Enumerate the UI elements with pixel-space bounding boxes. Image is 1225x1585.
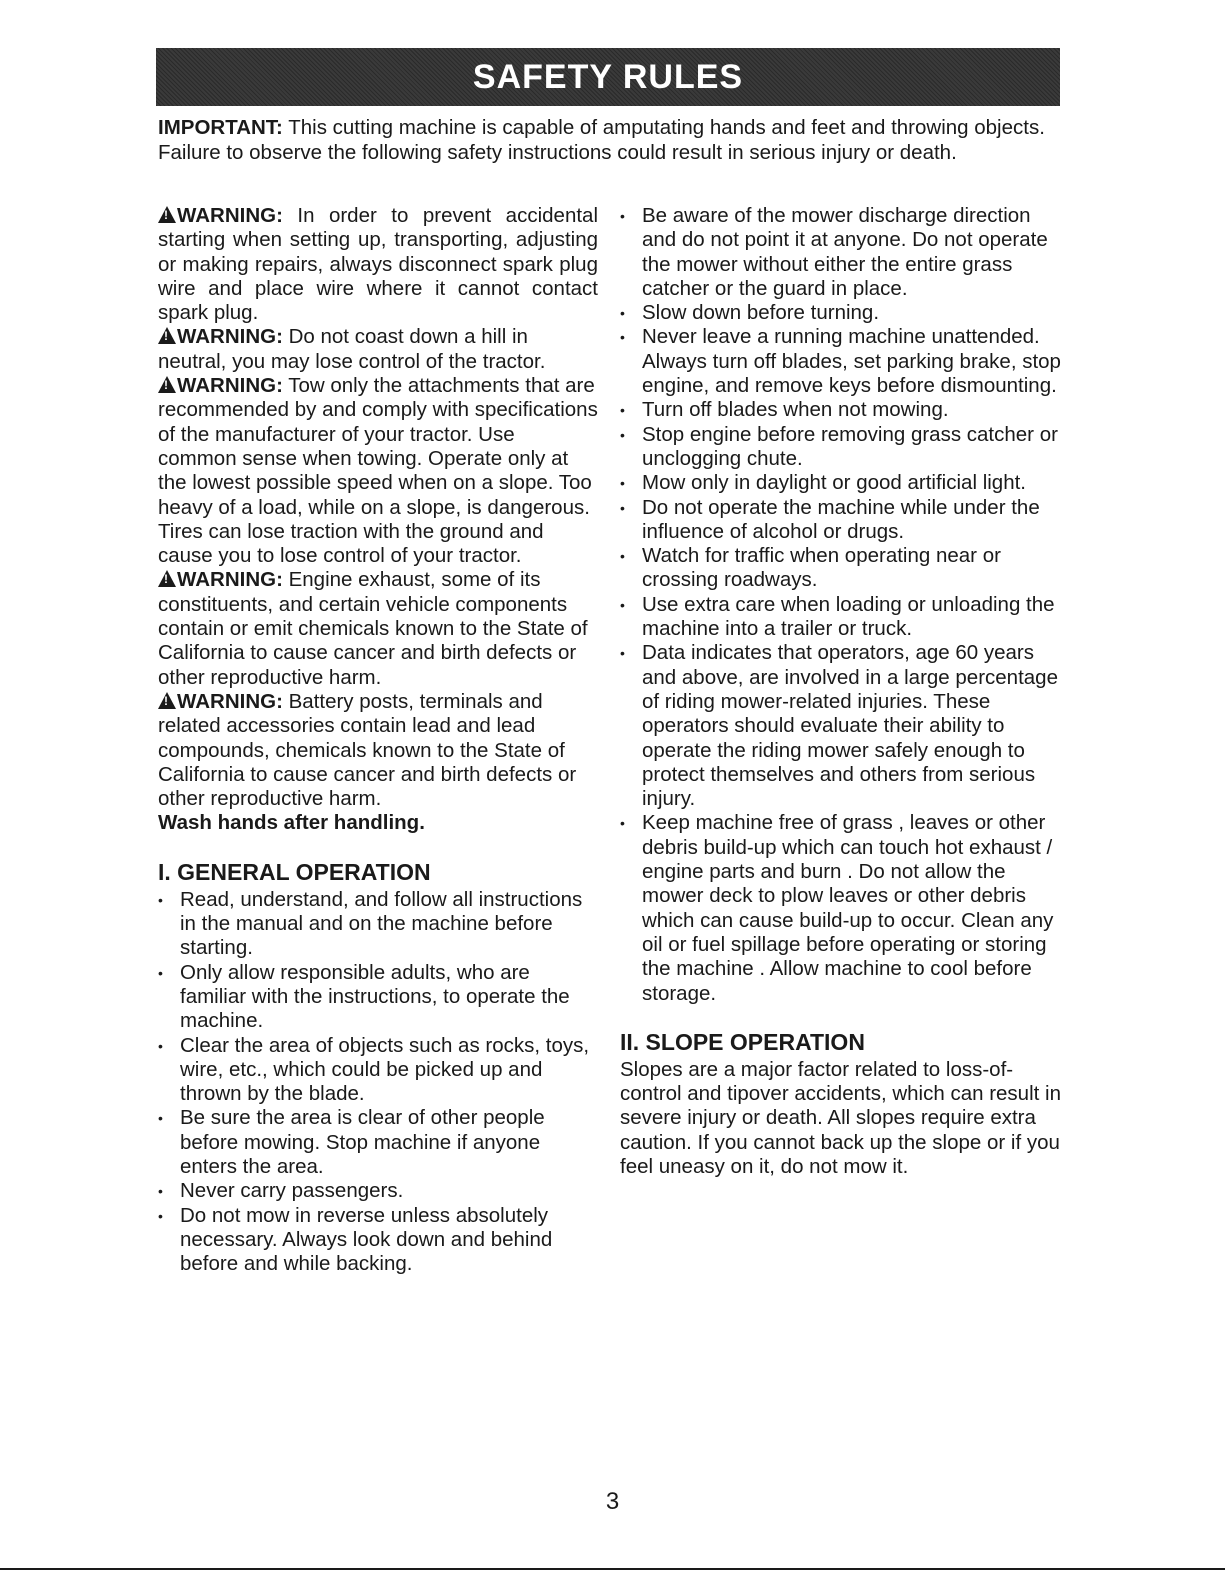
warning-triangle-icon (158, 327, 176, 344)
list-item: • Use extra care when loading or unloading the machine into a trailer or truck. (620, 593, 1065, 642)
general-operation-list (158, 888, 598, 1277)
warning-triangle-icon (158, 692, 176, 709)
slope-operation-heading: II. SLOPE OPERATION (620, 1028, 865, 1055)
warning-label: WARNING: (177, 374, 283, 398)
list-item: • Mow only in daylight or good artificial light. (620, 471, 1065, 495)
important-label: IMPORTANT: (158, 116, 283, 139)
wash-hands-note: Wash hands after handling. (158, 811, 425, 835)
warning-triangle-icon (158, 570, 176, 587)
list-item: • Clear the area of objects such as rocks, toys, wire, etc., which could be picked up and thrown by the blade. (158, 1034, 598, 1107)
warning-paragraph (158, 325, 598, 374)
page-title: SAFETY RULES (472, 57, 744, 96)
slope-operation-text: Slopes are a major factor related to loss-of-control and tipover accidents, which can result in severe injury or death. All slopes require extra caution. If you cannot back up the slope or if you feel uneasy on it, do not mow it. (620, 1057, 1061, 1178)
list-item: • Keep machine free of grass , leaves or other debris build-up which can touch hot exhaust / engine parts and burn . Do not allow the mower deck to plow leaves or other debris which can cause build-up to occur. Clean any oil or fuel spillage before operating or storing the machine . Allow machine to cool before storage. (620, 811, 1065, 1005)
list-item: • Slow down before turning. (620, 301, 1065, 325)
warning-label: WARNING: (177, 568, 283, 592)
list-item: • Never carry passengers. (158, 1179, 598, 1203)
warning-triangle-icon (158, 376, 176, 393)
title-banner (156, 48, 1060, 106)
list-item: • Turn off blades when not mowing. (620, 398, 1065, 422)
left-column (158, 204, 598, 1276)
list-item: • Do not operate the machine while under the influence of alcohol or drugs. (620, 496, 1065, 545)
warning-paragraph (158, 374, 598, 568)
warning-label: WARNING: (177, 325, 283, 349)
operation-rules-list (620, 204, 1065, 1006)
warning-text: Engine exhaust, some of its constituents, and certain vehicle components contain or emit chemicals known to the State of California to cause cancer and birth defects or other reproductive harm. (158, 568, 588, 689)
page-number: 3 (605, 1488, 620, 1515)
list-item: • Only allow responsible adults, who are familiar with the instructions, to operate the machine. (158, 961, 598, 1034)
warning-paragraph (158, 690, 598, 811)
list-item: • Read, understand, and follow all instructions in the manual and on the machine before starting. (158, 888, 598, 961)
bottom-rule (0, 1568, 1225, 1570)
warning-triangle-icon (158, 206, 176, 223)
warning-paragraph (158, 568, 598, 689)
list-item: • Data indicates that operators, age 60 years and above, are involved in a large percentage of riding mower-related injuries. These operators should evaluate their ability to operate the riding mower safely enough to protect themselves and others from serious injury. (620, 641, 1065, 811)
list-item: • Stop engine before removing grass catcher or unclogging chute. (620, 423, 1065, 472)
warning-label: WARNING: (177, 204, 283, 227)
warning-paragraph (158, 204, 598, 325)
important-text: This cutting machine is capable of amputating hands and feet and throwing objects. Failure to observe the following safety instructions could result in serious injury or death. (158, 116, 1045, 164)
warning-text: Do not coast down a hill in neutral, you may lose control of the tractor. (158, 325, 546, 373)
list-item: • Be sure the area is clear of other people before mowing. Stop machine if anyone enters the area. (158, 1106, 598, 1179)
important-notice (158, 116, 1058, 165)
warning-text: In order to prevent accidental starting when setting up, transporting, adjusting or making repairs, always disconnect spark plug wire and place wire where it cannot contact spark plug. (158, 204, 598, 325)
list-item: • Be aware of the mower discharge direction and do not point it at anyone. Do not operate the mower without either the entire grass catcher or the guard in place. (620, 204, 1065, 301)
right-column (620, 204, 1065, 1179)
list-item: • Never leave a running machine unattended. Always turn off blades, set parking brake, stop engine, and remove keys before dismounting. (620, 325, 1065, 398)
list-item: • Watch for traffic when operating near or crossing roadways. (620, 544, 1065, 593)
warning-text: Battery posts, terminals and related accessories contain lead and lead compounds, chemicals known to the State of California to cause cancer and birth defects or other reproductive harm. (158, 689, 577, 811)
general-operation-heading: I. GENERAL OPERATION (158, 858, 431, 885)
list-item: • Do not mow in reverse unless absolutely necessary. Always look down and behind before and while backing. (158, 1204, 598, 1277)
warning-label: WARNING: (177, 689, 283, 713)
warning-text: Tow only the attachments that are recommended by and comply with specifications of the manufacturer of your tractor. Use common sense when towing. Operate only at the lowest possible speed when on a slope. Too heavy of a load, while on a slope, is dangerous. Tires can lose traction with the ground and cause you to lose control of your tractor. (158, 374, 598, 568)
